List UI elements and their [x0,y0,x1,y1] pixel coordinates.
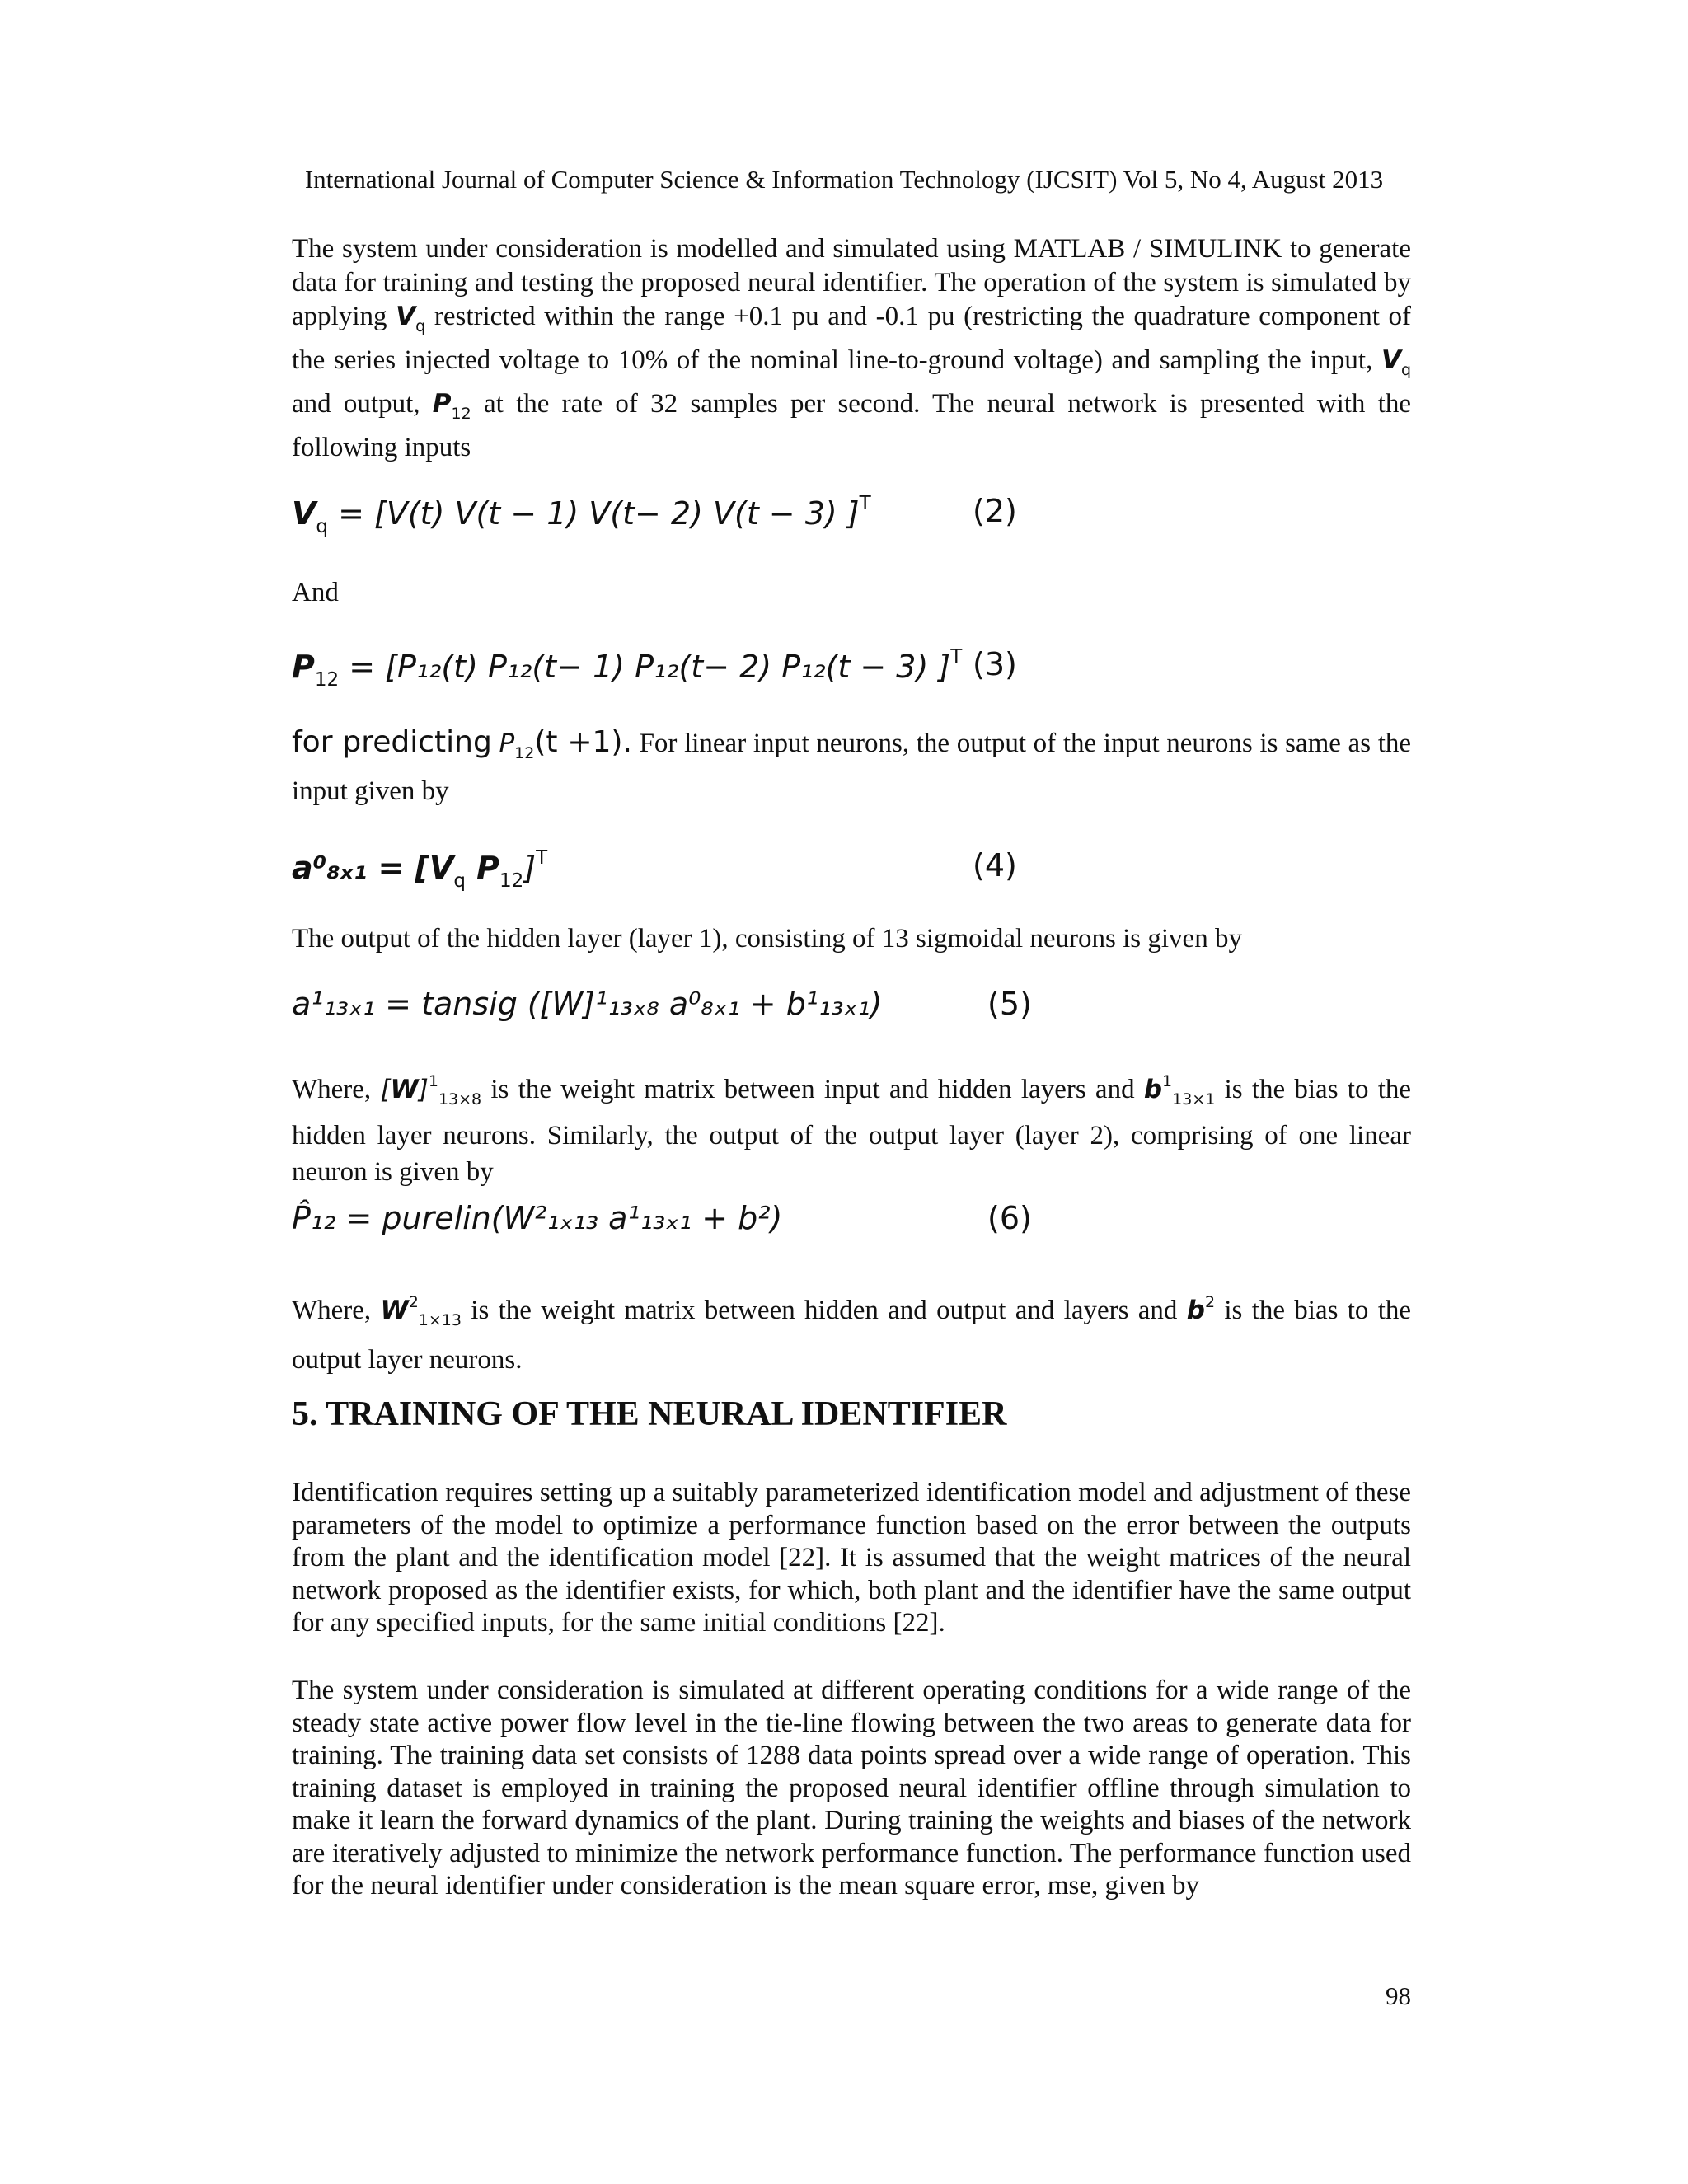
para1-text-b: restricted within the range +0.1 pu and -0.1 pu (restricting the quadrature component of the series injected voltage to 10% of the nominal line-to-ground voltage) and sampling the input, [292,302,1412,375]
symbol-vq: $V_q$ [1381,345,1411,379]
equation-2: $V_q = [V(t) V(t - 1)$ V(t− 2) V(t − 3) ]$^T$ [292,493,871,537]
symbol-w1: $[W]^1_{13\times 8}$ [380,1072,482,1108]
paragraph-7-text: The system under consideration is simulated at different operating conditions for a wide range of the steady state active power flow level in the tie-line flowing between the two areas to generate data for training. The training data set consists of 1288 data points spread over a wide range of operation. This training dataset is employed in training the proposed neural identifier offline through simulation to make it learn the forward dynamics of the plant. During training the weights and biases of the network are iteratively adjusted to minimize the network performance function. The performance function used for the neural identifier under consideration is the mean square error, mse, given by [292,1675,1411,1900]
equation-3-number: (3) [973,646,1017,682]
symbol-vq: $V_q$ [396,302,426,335]
paragraph-1 [292,232,1411,465]
symbol-p12: $P_{12}$ [432,389,471,423]
running-header: International Journal of Computer Science & Information Technology (IJCSIT) Vol 5, No 4, August 2013 [304,165,1384,194]
para1-text-d: at the rate of 32 samples per second. The neural network is presented with the following inputs [292,389,1412,462]
equation-4: $a^0_{8x1} = [V_q$ $P_{12}]^T$ [292,847,548,892]
symbol-b1: $b^1_{13\times 1}$ [1143,1072,1216,1108]
para4-where: Where, [292,1075,372,1104]
symbol-w2: $W^2_{1\times 13}$ [380,1293,462,1329]
symbol-b2: $b^2$ [1186,1293,1216,1325]
and-text: And [292,578,339,607]
paragraph-2 [292,724,1411,810]
equation-2-number: (2) [973,493,1017,529]
para1-text-c: and output, [292,389,420,419]
para4-text-c: is the bias to the hidden layer neurons. Similarly, the output of the output layer (layer 2), comprising of one linear neuron is given by [292,1075,1412,1187]
para2-lead: for predicting [292,725,492,759]
symbol-p12: $P_{12}$ [499,729,535,762]
para4-text-b: is the weight matrix between input and hidden layers and [490,1075,1135,1104]
equation-6: P̂₁₂ = purelin(W²₁ₓ₁₃ a¹₁₃ₓ₁ + b²) [292,1200,783,1236]
para1-text-a: The system under consideration is modelled and simulated using MATLAB / SIMULINK to generate data for training and testing the proposed neural identifier. The operation of the system is simulated by applying [292,234,1411,331]
equation-5-number: (5) [987,986,1032,1022]
paragraph-6 [292,1477,1411,1640]
para5-text-b: is the weight matrix between hidden and output and layers and [471,1296,1178,1325]
equation-6-number: (6) [987,1200,1032,1236]
page-number: 98 [1386,1981,1411,2010]
equation-3: $P_{12} = [P_{12}(t)$ P₁₂(t− 1) P₁₂(t− 2) P₁₂(t − 3) ]$^T$ [292,646,963,691]
paragraph-4 [292,1063,1411,1190]
paragraph-7 [292,1675,1411,1903]
para5-text-c: is the bias to the output layer neurons. [292,1296,1412,1375]
section-heading: 5. TRAINING OF THE NEURAL IDENTIFIER [292,1395,1007,1433]
para5-where: Where, [292,1296,372,1325]
paragraph-5 [292,1282,1411,1380]
equation-5: a¹₁₃ₓ₁ = tansig ([W]¹₁₃ₓ₈ a⁰₈ₓ₁ + b¹₁₃ₓ₁) [292,986,883,1022]
para2-tail: (t +1). [534,725,632,759]
paragraph-3: The output of the hidden layer (layer 1), consisting of 13 sigmoidal neurons is given by [292,924,1242,954]
para2-rest: For linear input neurons, the output of the input neurons is same as the input given by [292,729,1412,806]
equation-4-number: (4) [973,847,1017,883]
paragraph-6-text: Identification requires setting up a suitably parameterized identification model and adjustment of these parameters of the model to optimize a performance function based on the error between the outputs from the plant and the identification model [22]. It is assumed that the weight matrices of the neural network proposed as the identifier exists, for which, both plant and the identifier have the same output for any specified inputs, for the same initial conditions [22]. [292,1478,1411,1638]
